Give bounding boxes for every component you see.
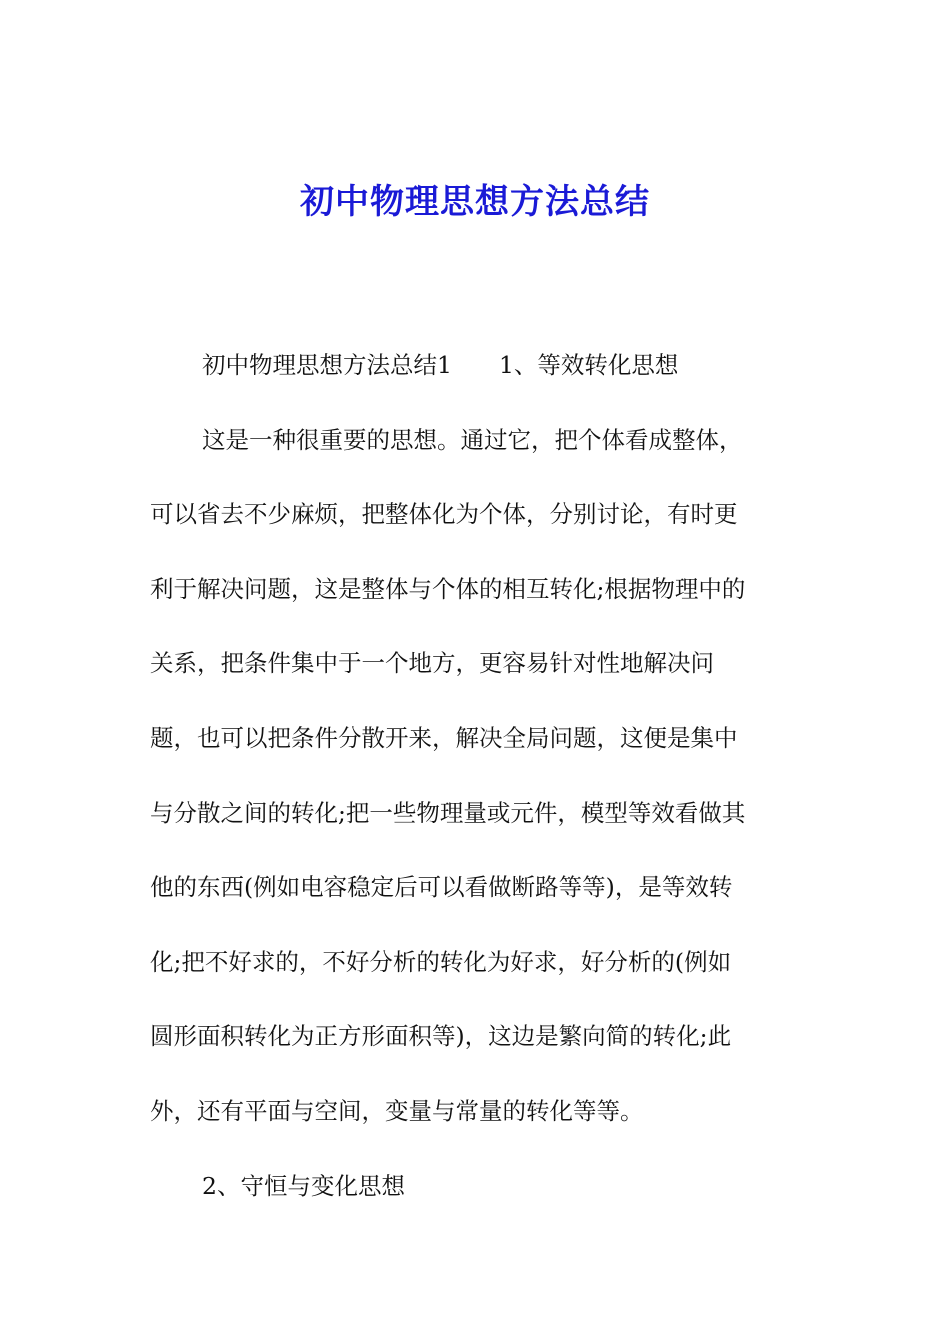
paragraph-line: 利于解决问题，这是整体与个体的相互转化;根据物理中的 [150, 574, 746, 603]
paragraph-line: 他的东西(例如电容稳定后可以看做断路等等)，是等效转 [150, 873, 733, 902]
paragraph-line: 外，还有平面与空间，变量与常量的转化等等。 [150, 1096, 644, 1125]
paragraph-line: 可以省去不少麻烦，把整体化为个体，分别讨论，有时更 [150, 500, 738, 529]
paragraph-line: 与分散之间的转化;把一些物理量或元件，模型等效看做其 [150, 798, 746, 827]
paragraph-line: 圆形面积转化为正方形面积等)，这边是繁向简的转化;此 [150, 1022, 732, 1051]
paragraph-line: 题，也可以把条件分散开来，解决全局问题，这便是集中 [150, 723, 738, 752]
section-heading-line: 2、守恒与变化思想 [202, 1171, 405, 1200]
paragraph-line: 这是一种很重要的思想。通过它，把个体看成整体， [202, 425, 743, 454]
document-body [150, 328, 810, 1223]
paragraph-line: 关系，把条件集中于一个地方，更容易针对性地解决问 [150, 649, 714, 678]
paragraph-line: 化;把不好求的，不好分析的转化为好求，好分析的(例如 [150, 947, 732, 976]
document-title: 初中物理思想方法总结 [300, 182, 650, 222]
paragraph-heading-line: 初中物理思想方法总结1 1、等效转化思想 [202, 351, 679, 379]
